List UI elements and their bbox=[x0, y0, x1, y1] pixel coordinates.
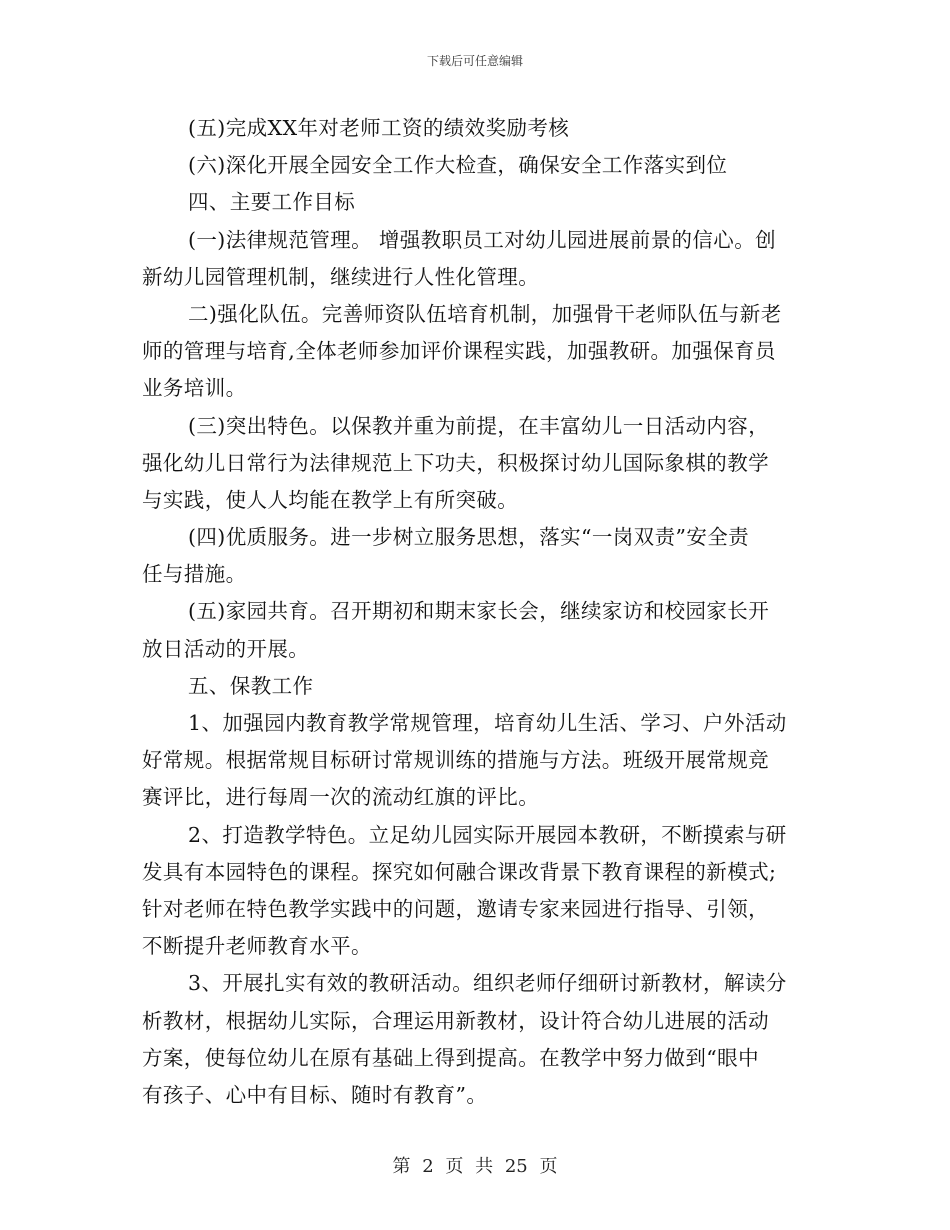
body-line: 赛评比，进行每周一次的流动红旗的评比。 bbox=[142, 785, 540, 810]
body-line: 不断提升老师教育水平。 bbox=[142, 934, 372, 959]
body-line: 针对老师在特色教学实践中的问题，邀请专家来园进行指导、引领， bbox=[142, 896, 769, 921]
body-line: 强化幼儿日常行为法律规范上下功夫，积极探讨幼儿国际象棋的教学 bbox=[142, 450, 769, 475]
page-header-note: 下载后可任意编辑 bbox=[426, 54, 523, 68]
section-heading: 五、保教工作 bbox=[188, 673, 314, 698]
body-line: (五)家园共育。召开期初和期末家长会，继续家访和校园家长开 bbox=[188, 599, 770, 624]
body-line: 放日活动的开展。 bbox=[142, 636, 310, 661]
body-line: 好常规。根据常规目标研讨常规训练的措施与方法。班级开展常规竞 bbox=[142, 748, 769, 773]
body-line: 与实践，使人人均能在教学上有所突破。 bbox=[142, 487, 519, 512]
document-body bbox=[142, 110, 812, 1114]
body-line: 方案，使每位幼儿在原有基础上得到提高。在教学中努力做到“眼中 bbox=[142, 1045, 759, 1070]
body-line: 任与措施。 bbox=[142, 562, 247, 587]
body-line: (三)突出特色。以保教并重为前提，在丰富幼儿一日活动内容， bbox=[188, 413, 770, 438]
body-line: 新幼儿园管理机制，继续进行人性化管理。 bbox=[142, 264, 540, 289]
body-line: 师的管理与培育,全体老师参加评价课程实践，加强教研。加强保育员 bbox=[142, 339, 776, 364]
body-line: (四)优质服务。进一步树立服务思想，落实“一岗双责”安全责 bbox=[188, 525, 750, 550]
body-line: (一)法律规范管理。 增强教职员工对幼儿园进展前景的信心。创 bbox=[188, 227, 777, 252]
section-heading: 四、主要工作目标 bbox=[188, 190, 356, 215]
body-line: 3、开展扎实有效的教研活动。组织老师仔细研讨新教材，解读分 bbox=[188, 971, 787, 996]
body-line: 业务培训。 bbox=[142, 376, 247, 401]
body-line: 发具有本园特色的课程。探究如何融合课改背景下教育课程的新模式; bbox=[142, 859, 777, 884]
body-line: (五)完成XX年对老师工资的绩效奖励考核 bbox=[188, 116, 570, 140]
page-number-footer: 第 2 页 共 25 页 bbox=[392, 1156, 558, 1177]
body-line: 二)强化队伍。完善师资队伍培育机制，加强骨干老师队伍与新老 bbox=[188, 301, 782, 326]
body-line: 有孩子、心中有目标、随时有教育”。 bbox=[142, 1082, 488, 1107]
body-line: 1、加强园内教育教学常规管理，培育幼儿生活、学习、户外活动 bbox=[188, 711, 787, 735]
body-line: (六)深化开展全园安全工作大检查，确保安全工作落实到位 bbox=[188, 153, 728, 178]
body-line: 析教材，根据幼儿实际，合理运用新教材，设计符合幼儿进展的活动 bbox=[142, 1008, 769, 1033]
body-line: 2、打造教学特色。立足幼儿园实际开展园本教研，不断摸索与研 bbox=[188, 822, 787, 847]
